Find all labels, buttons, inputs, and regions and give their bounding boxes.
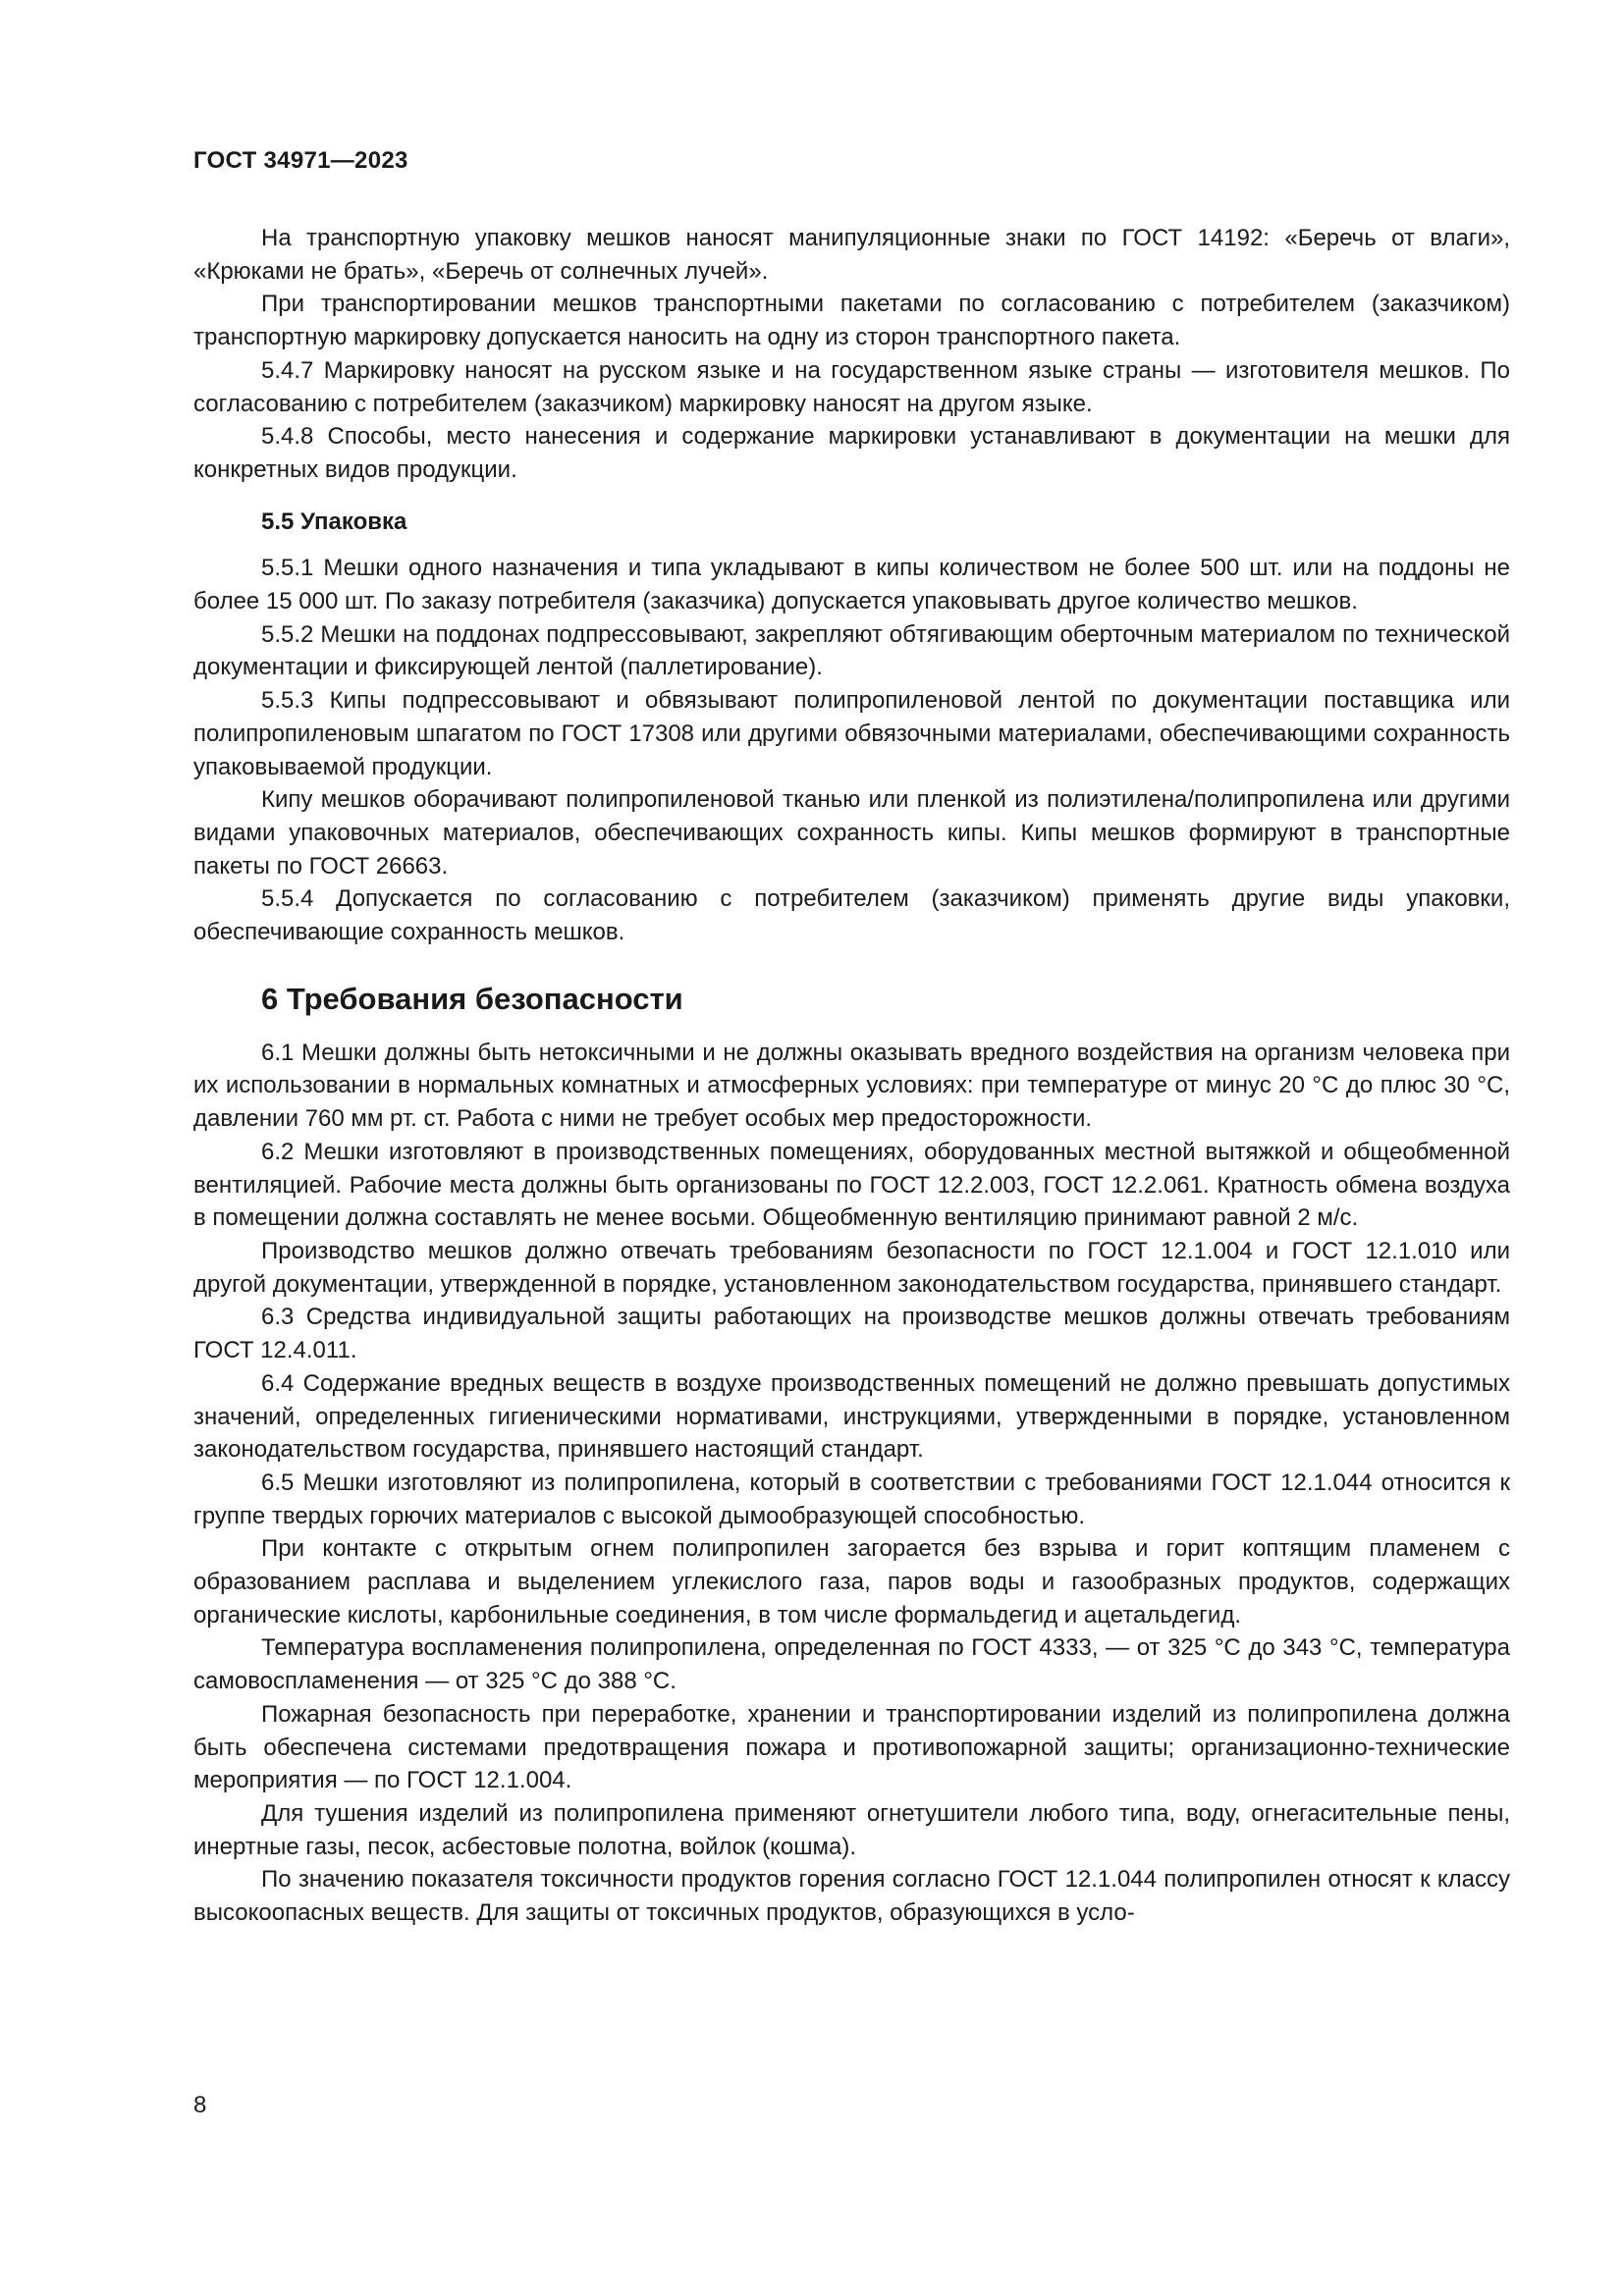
paragraph: Для тушения изделий из полипропилена применяют огнетушители любого типа, воду, огнегасительные пены, инертные газы, песок, асбестовые полотна, войлок (кошма).	[193, 1799, 1510, 1860]
paragraph: По значению показателя токсичности продуктов горения согласно ГОСТ 12.1.044 полипропилен относят к классу высокоопасных веществ. Для защиты от токсичных продуктов, образующихся в усло-	[193, 1866, 1510, 1927]
paragraph: 6.3 Средства индивидуальной защиты работающих на производстве мешков должны отвечать требованиям ГОСТ 12.4.011.	[193, 1304, 1510, 1364]
paragraph: 5.4.8 Способы, место нанесения и содержание маркировки устанавливают в документации на мешки для конкретных видов продукции.	[193, 423, 1510, 483]
subsection-heading: 5.5 Упаковка	[261, 507, 407, 535]
page-number: 8	[193, 2092, 207, 2118]
document-body	[193, 222, 1510, 1930]
paragraph: При контакте с открытым огнем полипропилен загорается без взрыва и горит коптящим пламенем с образованием расплава и выделением углекислого газа, паров воды и газообразных продуктов, содержащих органические кислоты, карбонильные соединения, в том числе формальдегид и ацетальдегид.	[193, 1535, 1510, 1629]
paragraph: Температура воспламенения полипропилена, определенная по ГОСТ 4333, — от 325 °C до 343 °C, температура самовоспламенения — от 325 °C до 388 °C.	[193, 1634, 1510, 1695]
paragraph: 5.5.3 Кипы подпрессовывают и обвязывают полипропиленовой лентой по документации поставщика или полипропиленовым шпагатом по ГОСТ 17308 или другими обвязочными материалами, обеспечивающими сохранность упаковываемой продукции.	[193, 687, 1510, 780]
section-heading: 6 Требования безопасности	[261, 981, 683, 1016]
paragraph: Пожарная безопасность при переработке, хранении и транспортировании изделий из полипропилена должна быть обеспечена системами предотвращения пожара и противопожарной защиты; организационно-технические мероприятия — по ГОСТ 12.1.004.	[193, 1700, 1510, 1794]
paragraph: 6.1 Мешки должны быть нетоксичными и не должны оказывать вредного воздействия на организм человека при их использовании в нормальных комнатных и атмосферных условиях: при температуре от минус 20 °C до плюс 30 °C, давлении 760 мм рт. ст. Работа с ними не требует особых мер предосторожности.	[193, 1039, 1510, 1133]
paragraph: 6.2 Мешки изготовляют в производственных помещениях, оборудованных местной вытяжкой и общеобменной вентиляцией. Рабочие места должны быть организованы по ГОСТ 12.2.003, ГОСТ 12.2.061. Кратность обмена воздуха в помещении должна составлять не менее восьми. Общеобменную вентиляцию принимают равной 2 м/с.	[193, 1138, 1510, 1232]
paragraph: На транспортную упаковку мешков наносят манипуляционные знаки по ГОСТ 14192: «Беречь от влаги», «Крюками не брать», «Беречь от солнечных лучей».	[193, 225, 1510, 285]
paragraph: 5.5.1 Мешки одного назначения и типа укладывают в кипы количеством не более 500 шт. или на поддоны не более 15 000 шт. По заказу потребителя (заказчика) допускается упаковывать другое количество мешков.	[193, 555, 1510, 615]
paragraph: При транспортировании мешков транспортными пакетами по согласованию с потребителем (заказчиком) транспортную маркировку допускается наносить на одну из сторон транспортного пакета.	[193, 291, 1510, 351]
paragraph: Кипу мешков оборачивают полипропиленовой тканью или пленкой из полиэтилена/полипропилена или другими видами упаковочных материалов, обеспечивающих сохранность кипы. Кипы мешков формируют в транспортные пакеты по ГОСТ 26663.	[193, 786, 1510, 880]
paragraph: Производство мешков должно отвечать требованиям безопасности по ГОСТ 12.1.004 и ГОСТ 12.1.010 или другой документации, утвержденной в порядке, установленном законодательством государства, принявшего стандарт.	[193, 1237, 1510, 1298]
paragraph: 5.5.4 Допускается по согласованию с потребителем (заказчиком) применять другие виды упаковки, обеспечивающие сохранность мешков.	[193, 885, 1510, 946]
document-header: ГОСТ 34971—2023	[193, 147, 408, 174]
paragraph: 5.4.7 Маркировку наносят на русском языке и на государственном языке страны — изготовителя мешков. По согласованию с потребителем (заказчиком) маркировку наносят на другом языке.	[193, 356, 1510, 417]
paragraph: 5.5.2 Мешки на поддонах подпрессовывают, закрепляют обтягивающим оберточным материалом по технической документации и фиксирующей лентой (паллетирование).	[193, 620, 1510, 681]
paragraph: 6.4 Содержание вредных веществ в воздухе производственных помещений не должно превышать допустимых значений, определенных гигиеническими нормативами, инструкциями, утвержденными в порядке, установленном законодательством государства, принявшего настоящий стандарт.	[193, 1369, 1510, 1464]
paragraph: 6.5 Мешки изготовляют из полипропилена, который в соответствии с требованиями ГОСТ 12.1.044 относится к группе твердых горючих материалов с высокой дымообразующей способностью.	[193, 1468, 1510, 1529]
